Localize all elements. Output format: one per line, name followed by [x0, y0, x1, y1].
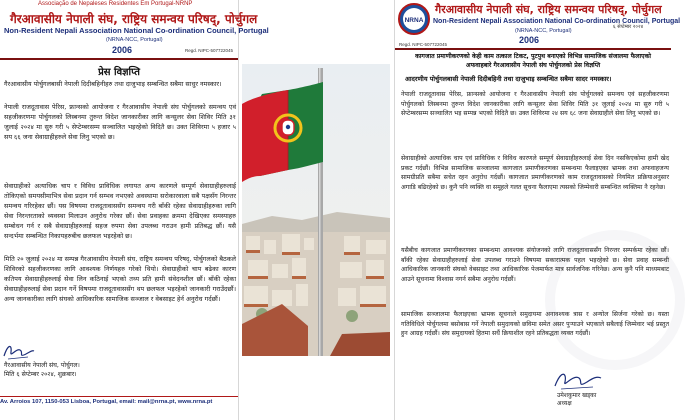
association-line: Associação de Nepaleses Residentes Em Portugal-NRNP: [38, 1, 193, 7]
address-footer: Av. Arroios 107, 1150-053 Lisboa, Portugal, email: mail@nrna.pt, www.nrna.pt: [0, 399, 213, 405]
org-short-name: (NRNA-NCC, Portugal): [106, 37, 163, 43]
salutation-paragraph: गैरआवासीय पोर्चुगलबासी नेपाली दिदीबहिनीहरु तथा दाजुभाइ सम्बन्धित सबैमा साधुर नमस्कार।: [4, 80, 222, 88]
body-paragraph: नेपाली राजदूतावास पेरिस, फ्रान्सको आयोजना र गैरआवासीय नेपाली संघ पोर्चुगलको समन्वय एवं सहजीकरणमा पोर्चुगलको लिस्बनमा तुरुन्त विदेश जानकारीका लागि कन्सुलर सेवा शिविर मिति ३१ जुलाई २०२४ मा सुरु गरी ५ सेप्टेम्बरसम्म सञ्चालित भइरहेको विदितै छ। उक्त शिविरमा ५ हजार ५ सय ६६ जना सेवाग्राहीहरुले सेवा लिनु भएको छ।: [4, 103, 236, 141]
letterhead-rule: [0, 58, 238, 60]
subject-line: अफवाहबारे गैरआवासीय नेपाली संघ पोर्चुगलको प्रेस विज्ञप्ति: [465, 62, 601, 69]
nrna-logo: [397, 2, 431, 36]
org-name-english: Non-Resident Nepali Association National Co-ordination Council, Portugal: [4, 26, 269, 35]
signer-organization: गैरआवासीय नेपाली संघ, पोर्चुगल।: [4, 362, 80, 369]
org-short-name: (NRNA-NCC, Portugal): [515, 28, 572, 34]
subject-line: कागजात प्रमाणीकरणको केही काम तत्काल टिकट, पुटपुथ बनाएको विभिन्न सामाजिक संजालमा फैलाएको: [415, 53, 651, 60]
press-release-right-document: [394, 0, 681, 420]
letterhead: [0, 0, 269, 58]
release-date: ६ सेप्टेम्बर २०२४: [613, 24, 644, 30]
subject-heading: [395, 52, 671, 70]
body-paragraph: नेपाली राजदूतावास पेरिस, फ्रान्सको आयोजना र गैरआवासीय नेपाली संघ पोर्चुगलको समन्वय एवं सहजीकरणमा पोर्चुगलको लिस्बनमा तुरुन्त विदेश जानकारीका लागि कन्सुलर सेवा शिविर मिति ३१ जुलाई २०२४ मा सुरु गरी ५ सेप्टेम्बरसम्म सञ्चालित भइ सम्पन्न भएको विदितै छ। उक्त शिविरमा २४ सय ६८ जना सेवाग्राहीले सेवा लिनु भएको छ।: [401, 91, 669, 118]
org-name-nepali: गैरआवासीय नेपाली संघ, राष्ट्रिय समन्वय परिषद्, पोर्चुगल: [10, 12, 258, 26]
press-release-title: प्रेस विज्ञप्ति: [98, 67, 140, 78]
body-paragraph: सेवाग्राहीको अत्याधिक चाप र विविध प्राविधिक लगायत अन्य कारणले सम्पूर्ण सेवाग्राहीहरुलाई तोकिएको समयसीमाभित्र सेवा प्रदान गर्न सम्भव नभएको अवस्थामा सरोकारवाला सबै पक्षसँग निरन्तर समन्वय गरिरहेका छौं। यस विषयमा राजदूतावाससँग समन्वय गरी बाँकी रहेका सेवाग्राहीहरुका लागि सेवा निरन्तरताको व्यवस्था मिलाउन अनुरोध गरेका छौं। सेवा प्रवाहका क्रममा देखिएका समस्याहरु सम्बोधन गर्न र सबै सेवाग्राहीहरुलाई सहज रुपमा सेवा उपलब्ध गराउन हामी प्रतिबद्ध छौं। यसै सन्दर्भमा सम्बन्धित निकायहरुबीच छलफल भइरहेको छ।: [4, 182, 236, 240]
signer-block: [557, 392, 596, 408]
org-name-english: Non-Resident Nepali Association National Co-ordination Council, Portugal: [433, 18, 681, 25]
org-name-nepali: गैरआवासीय नेपाली संघ, राष्ट्रिय समन्वय परिषद्, पोर्चुगल: [435, 3, 662, 16]
signer-title: अध्यक्ष: [557, 400, 572, 407]
greeting: आदरणीय पोर्चुगलबासी नेपाली दिदीबहिनी तथा दाजुभाइ सम्बन्धित सबैमा सादर नमस्कार।: [405, 75, 612, 83]
body-paragraph: सामाजिक सञ्जालमा फैलाइएका भ्रामक सूचनाले समुदायमा अनावश्यक त्रास र अन्योल सिर्जना गरेको छ। यस्ता गतिविधिले पोर्चुगलमा बसोबास गर्ने नेपाली समुदायको छविमा समेत असर पुर्‍याउने भएकाले सबैलाई जिम्मेवार भई प्रस्तुत हुन आग्रह गर्दछौं। संघ समुदायको हितमा सधैं क्रियाशील रहने प्रतिबद्धता व्यक्त गर्दछौं।: [401, 311, 669, 338]
signer-name: उमेशकुमार खड्का: [557, 392, 597, 399]
signature: [2, 340, 36, 362]
body-paragraph: मिति २० जुलाई २०२४ मा सम्पन्न गैरआवासीय नेपाली संघ, राष्ट्रिय समन्वय परिषद्, पोर्चुगलको बैठकले शिविरको सहजीकरणका लागि आवश्यक निर्णयहरु गरेको थियो। सेवाग्राहीको चाप बढेका कारण कतिपय सेवाग्राहीहरुलाई सेवा लिन कठिनाई भएको तथ्य प्रति हामी संवेदनशील छौं। बाँकी रहेका सेवाग्राहीहरुलाई सेवा प्रदान गर्ने विषयमा राजदूतावाससँग थप छलफल भइरहेको जानकारी गराउँदछौं। अन्य जानकारीका लागि संघको आधिकारिक सामाजिक सञ्जाल र वेबसाइट हेर्न अनुरोध गर्दछौं।: [4, 255, 236, 303]
svg-text:NRNA: NRNA: [404, 17, 424, 24]
portugal-flag-photo: [242, 64, 390, 356]
signer-date: मिति ६ सेप्टेम्बर २०२४, शुक्रबार।: [4, 371, 77, 378]
letterhead-rule: [395, 48, 671, 50]
founding-year: 2006: [112, 45, 133, 55]
body-paragraph: यसैबीच कागजात प्रमाणीकरणका सम्बन्धमा आवश्यक संयोजनको लागि राजदूतावाससँग निरन्तर सम्पर्कमा रहेका छौं। बाँकी रहेका सेवाग्राहीहरुलाई सेवा उपलब्ध गराउने विषयमा सकारात्मक पहल भइरहेको छ। सेवा प्रवाह सम्बन्धी आधिकारिक जानकारी संघको वेबसाइट तथा आधिकारिक पेजमार्फत मात्र सार्वजनिक गरिनेछ। अन्य कुनै पनि माध्यमबाट आउने सूचनामा विश्वास नगर्न सबैमा अनुरोध गर्दछौं।: [401, 247, 669, 283]
press-release-left-document: [0, 0, 269, 420]
founding-year: 2006: [519, 35, 540, 45]
body-paragraph: सेवाग्राहीको अत्याधिक चाप एवं प्राविधिक र विविध कारणले सम्पूर्ण सेवाग्राहीहरुलाई सेवा दिन नसकिएकोमा हामी खेद प्रकट गर्दछौं। विभिन्न सामाजिक सञ्जालमा कागजात प्रमाणीकरणका सम्बन्धमा फैलाइएका भ्रामक तथा अफवाहजन्य सामग्रीप्रति सबैमा सचेत रहन अनुरोध गर्दछौं। कागजात प्रमाणीकरणको काम राजदूतावासको नियमित प्रक्रियाअनुसार अगाडि बढिरहेको छ। कुनै पनि व्यक्ति वा समूहले गलत सूचना फैलाएमा त्यसको जिम्मेवारी सम्बन्धित व्यक्तिमा नै रहनेछ।: [401, 155, 669, 191]
registration-number: Regd. NIPC-507722045: [399, 42, 448, 47]
footer-rule: [0, 396, 238, 397]
registration-number: Regd. NIPC-507722045: [185, 48, 234, 53]
